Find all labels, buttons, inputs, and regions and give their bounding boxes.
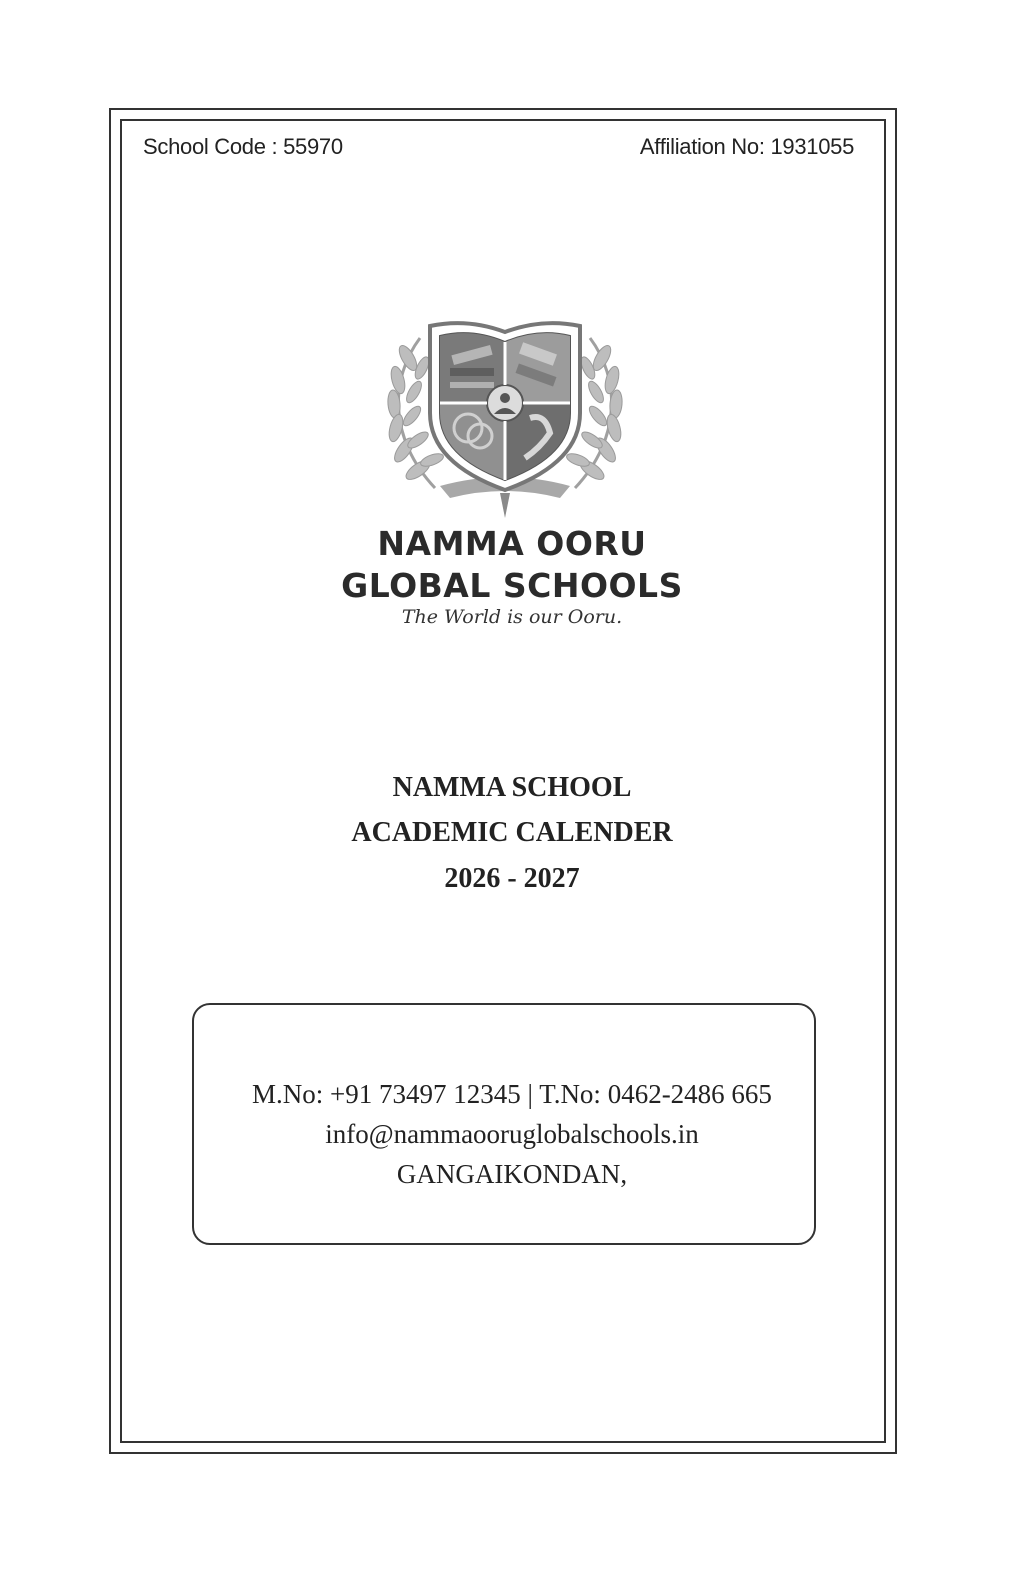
brand-name-line-2: GLOBAL SCHOOLS [341,566,683,605]
title-school: NAMMA SCHOOL [392,772,632,803]
school-code: School Code : 55970 [143,134,343,159]
brand-tagline: The World is our Ooru. [401,606,623,628]
title-year: 2026 - 2027 [444,863,580,894]
affiliation-number: Affiliation No: 1931055 [639,134,854,159]
school-crest-logo [380,318,630,524]
contact-address: GANGAIKONDAN, [396,1159,628,1189]
school-crest-icon [380,318,630,524]
contact-phones: M.No: +91 73497 12345 | T.No: 0462-2486 665 [252,1079,772,1109]
brand-name-line-1: NAMMA OORU [377,524,647,563]
contact-email: info@nammaooruglobalschools.in [325,1119,699,1149]
title-academic-calendar: ACADEMIC CALENDER [351,817,673,848]
